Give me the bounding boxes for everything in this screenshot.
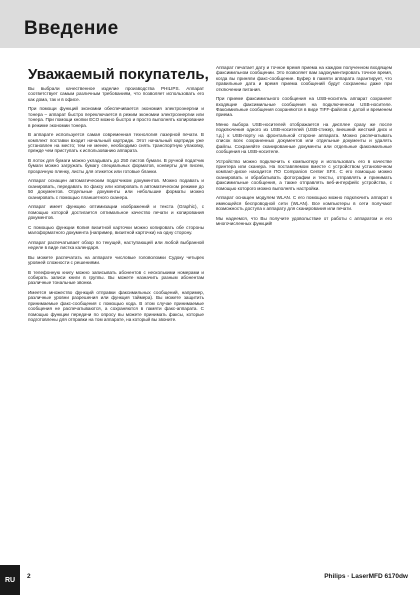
language-tab: RU [0,565,20,595]
paragraph: Аппарат оснащен модулем WLAN. С его помощью можно подключить аппарат к имеющейся беспроводной сети (WLAN). Все компьютеры в сети получают возможность доступа к аппарату для сканирования или печати. [216,195,392,212]
paragraph: В аппарате используется самая современная технология лазерной печати. В комплект поставки входит начальный картридж. Этот начальный картридж уже установлен на место; тем не менее, необходимо снять транспортную упаковку, прежде чем приступать к использованию аппарата. [28,132,204,154]
header-band [0,0,420,48]
paragraph: Устройство можно подключить к компьютеру и использовать его в качестве принтера или сканера. На поставляемом вместе с устройством установочном компакт-диске находится ПО Companion Center SFX. С его помощью можно сканировать и обрабатывать фотографии и тексты, отправлять и принимать факсимильные сообщения, а также отправлять веб-интерфейс устройства, с помощью которого можно выполнять настройки. [216,158,392,191]
paragraph: Аппарат оснащен автоматическим податчиком документов. Можно подавать и сканировать, передавать по факсу или копировать в автоматическом режиме до 50 документов. Отдельные документы или небольшие форматы можно сканировать с помощью планшетного сканера. [28,178,204,200]
footer-model: Philips · LaserMFD 6170dw [324,573,408,580]
paragraph: Аппарат имеет функцию оптимизации изображений и текста (Graphic), с помощью которой достигается оптимальное качество печати и копирования документов. [28,204,204,221]
paragraph: Вы выбрали качественное изделие производства PHILIPS. Аппарат соответствует самым различным требованиям, что позволяет использовать его как дома, так и в офисе. [28,86,204,102]
paragraph: Аппарат печатает дату и точное время приема на каждом полученном входящем факсимильном сообщении. Это позволяет вам задокументировать точное время, когда вы приняли факс-сообщение. Буфер в памяти аппарата гарантирует, что правильные дата и время приема сообщений будут сохранены даже при отключении питания. [216,65,392,92]
paragraph: Вы можете распечатать на аппарате числовые головоломки Судоку четырех уровней сложности с решениями. [28,254,204,266]
right-column [216,65,392,231]
paragraph: С помощью функции Копия визитной карточки можно копировать обе стороны малоформатного документа (например, визитной карточки) на одну сторону. [28,224,204,236]
page-title: Введение [24,18,119,39]
section-heading: Уважаемый покупатель, [28,66,209,83]
paragraph: Имеется множество функций отправки факсимильных сообщений, например, различные уровни разрешения или функция таймера). Вы можете защитить принимаемые факс-сообщения с помощью кода. В этом случае принимаемые сообщения не распечатываются, а сохраняются в памяти факс-аппарата. С помощью функции передачи по опросу вы можете принимать факсы, которые подготовлены для отправки на том аппарате, на который вы звоните. [28,290,204,323]
page-number: 2 [27,573,31,580]
left-column [28,86,204,327]
paragraph: Меню выбора USB-носителей отображается на дисплее сразу же после подключения одного из USB-носителей (USB-стикер, внешний жесткий диск и т.д.) к USB-порту на фронтальной стороне аппарата. Можно распечатывать список всех сохраненных документов или отдельные документы и удалять файлы. Сохраняйте сканированные документы или отдельные факсимильные сообщения на USB-носителе. [216,122,392,155]
paragraph: В телефонную книгу можно записывать абонентов с несколькими номерами и собирать записи книги в группы. Вы можете назначить разным абонентам различные тональные звонки. [28,269,204,286]
paragraph: При помощи функций экономии обеспечивается экономия электроэнергии и тонера – аппарат быстро переключается в режим экономии электроэнергии или тонера. При помощи кнопки ECO можно быстро и просто выполнять копирование в режиме экономии тонера. [28,106,204,128]
paragraph: В лоток для бумаги можно укладывать до 250 листов бумаги. В ручной податчик бумаги можно загружать бумагу специальных форматов, конверты для писем, прозрачную пленку, листы для этикеток или готовые бланки. [28,158,204,174]
paragraph: Мы надеемся, что Вы получите удовольствие от работы с аппаратом и его многочисленных функций! [216,215,392,227]
paragraph: При приеме факсимильного сообщения на USB-носитель аппарат сохраняет входящие факсимильные сообщения на подключенном USB-носителе. Факсимильные сообщения сохраняются в виде TIFF-файлов с датой и временем приема. [216,96,392,118]
paragraph: Аппарат распечатывает обзор по текущей, наступающей или любой выбранной неделе в виде листка календаря. [28,239,204,251]
